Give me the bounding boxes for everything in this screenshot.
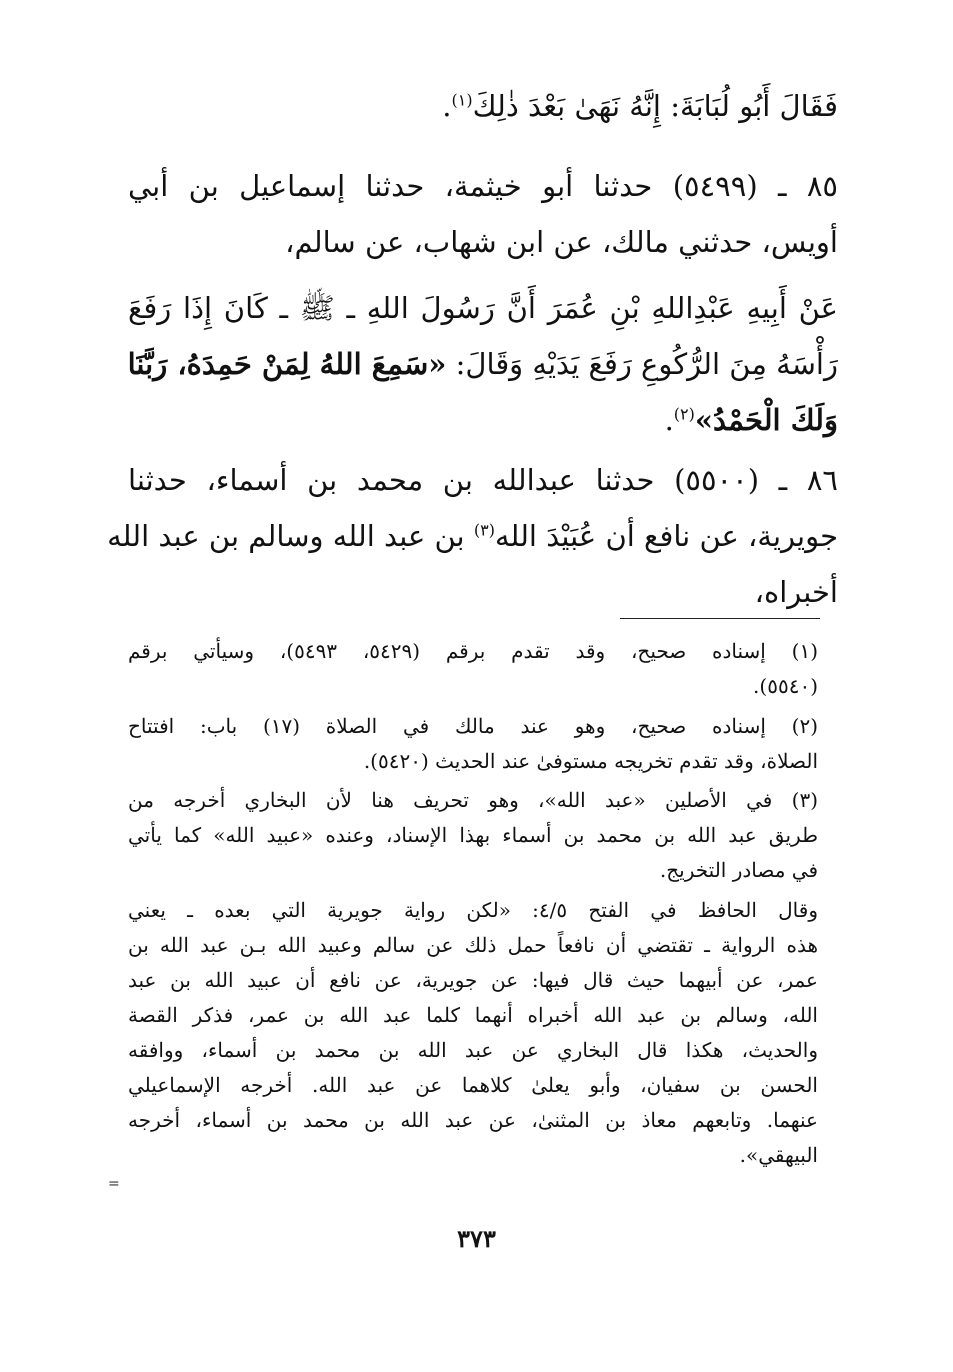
text-segment: رَأْسَهُ مِنَ الرُّكُوعِ رَفَعَ يَدَيْهِ وَقَالَ: bbox=[455, 347, 838, 381]
hadith-86 bbox=[107, 452, 838, 620]
footnote-3-quotation bbox=[128, 893, 818, 1173]
footnote-ref-1: (١) bbox=[451, 90, 473, 110]
footnote-divider bbox=[620, 618, 820, 619]
text-line: الصلاة، وقد تقدم تخريجه مستوفىٰ عند الحديث (٥٤٢٠). bbox=[363, 749, 818, 773]
footnote-ref-2: (٢) bbox=[673, 404, 695, 424]
text-segment: جويرية، عن نافع أن عُبَيْدَ الله bbox=[494, 519, 838, 553]
text-line bbox=[107, 508, 838, 564]
footnote-ref-3: (٣) bbox=[473, 520, 495, 540]
text-line: (٣) في الأصلين «عبد الله»، وهو تحريف هنا لأن البخاري أخرجه من bbox=[128, 788, 818, 812]
text-segment: بن عبد الله وسالم بن عبد الله bbox=[107, 519, 465, 553]
text-line: ٨٥ ـ (٥٤٩٩) حدثنا أبو خيثمة، حدثنا إسماعيل بن أبي bbox=[128, 169, 838, 203]
continuation-mark: = bbox=[108, 1176, 120, 1192]
page-number: ٣٧٣ bbox=[457, 1224, 496, 1253]
text-line: أويس، حدثني مالك، عن ابن شهاب، عن سالم، bbox=[285, 225, 838, 259]
text-segment: فَقَالَ أَبُو لُبَابَةَ: إِنَّهُ نَهَىٰ بَعْدَ ذٰلِكَ bbox=[472, 89, 838, 123]
hadith-85-isnad bbox=[128, 158, 838, 270]
footnote-1 bbox=[128, 634, 818, 704]
text-line bbox=[128, 392, 838, 448]
prophetic-quote: وَلَكَ الْحَمْدُ» bbox=[694, 403, 838, 437]
text-line: (٢) إسناده صحيح، وهو عند مالك في الصلاة (١٧) باب: افتتاح bbox=[128, 714, 819, 738]
text-line: ٨٦ ـ (٥٥٠٠) حدثنا عبدالله بن محمد بن أسماء، حدثنا bbox=[128, 463, 838, 497]
text-line: طريق عبد الله بن محمد بن أسماء بهذا الإسناد، وعنده «عبيد الله» كما يأتي bbox=[128, 823, 818, 847]
text-line: عمر، عن أبيهما حيث قال فيها: عن جويرية، عن نافع أن عبيد الله بن عبد bbox=[128, 968, 818, 992]
text-line: هذه الرواية ـ تقتضي أن نافعاً حمل ذلك عن سالم وعبيد الله بـن عبد الله بن bbox=[128, 933, 818, 957]
text-line: الحسن بن سفيان، وأبو يعلىٰ كلاهما عن عبد الله. أخرجه الإسماعيلي bbox=[128, 1073, 818, 1097]
footnote-3 bbox=[128, 783, 818, 888]
text-segment: . bbox=[442, 89, 452, 123]
text-line: (١) إسناده صحيح، وقد تقدم برقم (٥٤٢٩، ٥٤٩٣)، وسيأتي برقم bbox=[128, 639, 819, 663]
text-line: الله، وسالم بن عبد الله أخبراه أنهما كلما عبد الله بن عمر، فذكر القصة bbox=[128, 1003, 818, 1027]
text-line: عنهما. وتابعهم معاذ بن المثنىٰ، عن عبد الله بن محمد بن أسماء، أخرجه bbox=[128, 1108, 818, 1132]
text-line bbox=[128, 336, 838, 392]
text-line: في مصادر التخريج. bbox=[659, 858, 818, 882]
prophetic-quote: «سَمِعَ اللهُ لِمَنْ حَمِدَهُ، رَبَّنَا bbox=[127, 347, 447, 381]
text-line: (٥٥٤٠). bbox=[753, 674, 818, 698]
text-line: أخبراه، bbox=[754, 575, 838, 609]
text-line: وقال الحافظ في الفتح ٤/٥: «لكن رواية جويرية التي بعده ـ يعني bbox=[128, 898, 818, 922]
text-line bbox=[128, 78, 838, 134]
hadith-continuation bbox=[128, 78, 838, 134]
hadith-85-matn bbox=[128, 280, 838, 448]
text-line: عَنْ أَبِيهِ عَبْدِاللهِ بْنِ عُمَرَ أَنَّ رَسُولَ اللهِ ـ ﷺ ـ كَانَ إِذَا رَفَعَ bbox=[128, 291, 838, 325]
text-segment: . bbox=[664, 403, 674, 437]
text-line: البيهقي». bbox=[739, 1143, 818, 1167]
text-line: والحديث، هكذا قال البخاري عن عبد الله بن محمد بن أسماء، ووافقه bbox=[128, 1038, 818, 1062]
footnote-2 bbox=[128, 709, 818, 779]
